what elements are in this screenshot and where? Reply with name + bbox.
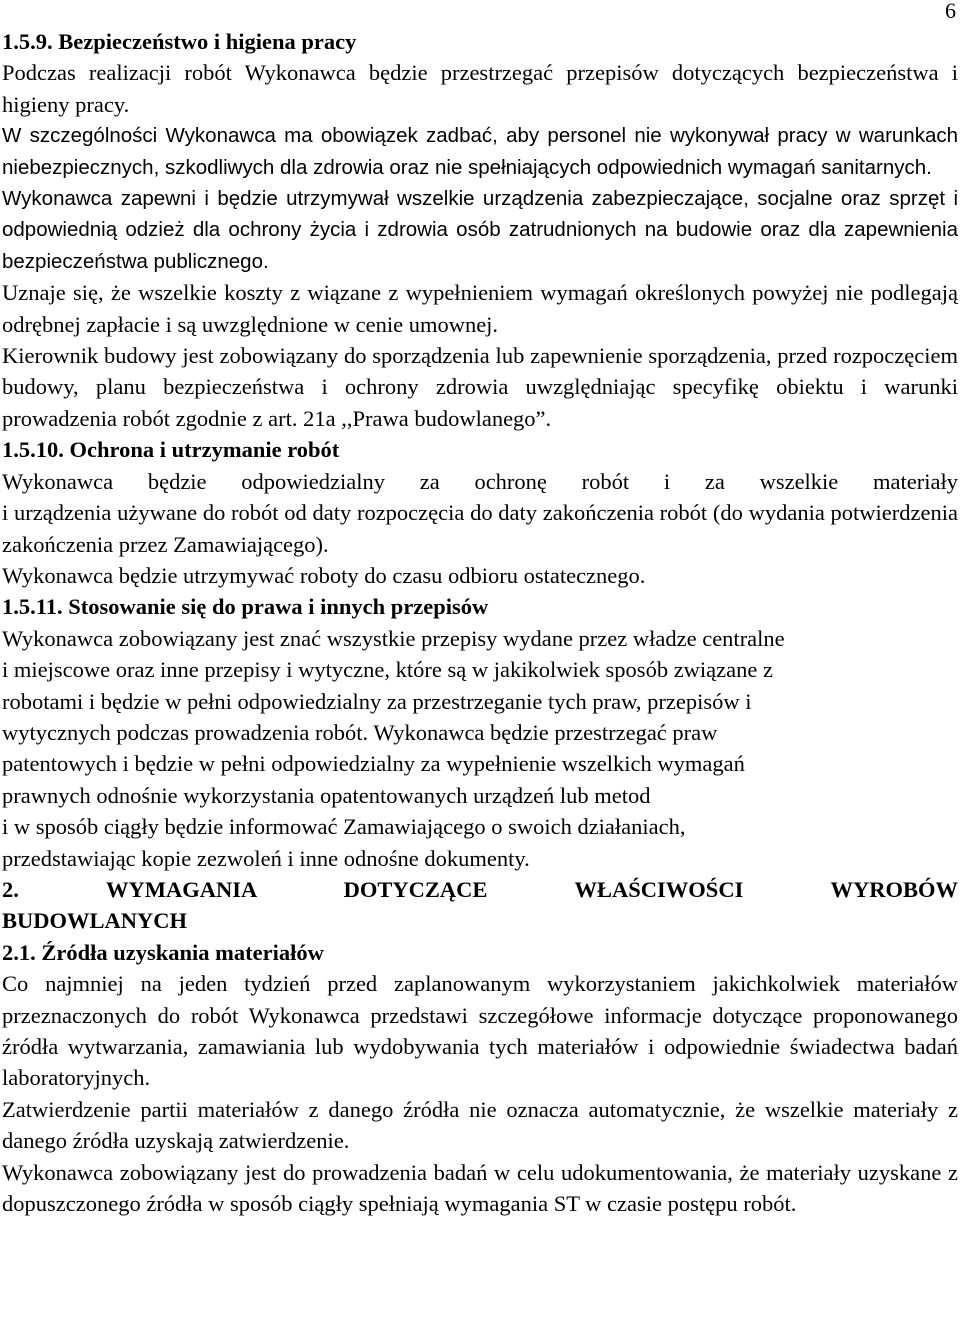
paragraph-bhp-plan: Kierownik budowy jest zobowiązany do sporządzenia lub zapewnienie sporządzenia, przed rozpoczęciem budowy, planu bezpieczeństwa i ochrony zdrowia uwzględniając specyfikę obiektu i warunki prowadzenia robót zgodnie z art. 21a ,,Prawa budowlanego”.: [2, 343, 958, 431]
page-number: 6: [945, 0, 956, 23]
paragraph-maintenance: Wykonawca będzie utrzymywać roboty do czasu odbioru ostatecznego.: [2, 562, 646, 588]
paragraph-testing: Wykonawca zobowiązany jest do prowadzenia badań w celu udokumentowania, że materiały uzyskane z dopuszczonego źródła w sposób ciągły spełniają wymagania ST w czasie postępu robót.: [2, 1159, 958, 1217]
paragraph-protection-line1: Wykonawca będzie odpowiedzialny za ochronę robót i za wszelkie materiały: [2, 468, 958, 494]
paragraph-law-compliance: [2, 623, 958, 874]
paragraph-material-sources: Co najmniej na jeden tydzień przed zaplanowanym wykorzystaniem jakichkolwiek materiałów przeznaczonych do robót Wykonawca przedstawi szczegółowe informacje dotyczące proponowanego źródła wytwarzania, zamawiania lub wydobywania tych materiałów i odpowiednie świadectwa badań laboratoryjnych.: [2, 971, 958, 1091]
section-heading-2-1: 2.1. Źródła uzyskania materiałów: [2, 939, 324, 965]
paragraph-bhp-costs: Uznaje się, że wszelkie koszty z wiązane z wypełnieniem wymagań określonych powyżej nie podlegają odrębnej zapłacie i są uwzględnione w cenie umownej.: [2, 280, 958, 337]
law-line: i w sposób ciągły będzie informować Zamawiającego o swoich działaniach,: [2, 814, 686, 840]
section-heading-1-5-11: 1.5.11. Stosowanie się do prawa i innych przepisów: [2, 594, 489, 620]
law-line: i miejscowe oraz inne przepisy i wytyczne, które są w jakikolwiek sposób związane z: [2, 657, 773, 683]
paragraph-bhp-intro: Podczas realizacji robót Wykonawca będzie przestrzegać przepisów dotyczących bezpieczeństwa i higieny pracy.: [2, 60, 958, 117]
paragraph-bhp-personnel: W szczególności Wykonawca ma obowiązek zadbać, aby personel nie wykonywał pracy w warunkach niebezpiecznych, szkodliwych dla zdrowia oraz nie spełniających odpowiednich wymagań sanitarnych.: [2, 124, 958, 179]
section-heading-2-line2: BUDOWLANYCH: [2, 908, 188, 934]
law-line: przedstawiając kopie zezwoleń i inne odnośne dokumenty.: [2, 845, 530, 871]
law-line: patentowych i będzie w pełni odpowiedzialny za wypełnienie wszelkich wymagań: [2, 751, 745, 777]
law-line: robotami i będzie w pełni odpowiedzialny za przestrzeganie tych praw, przepisów i: [2, 688, 752, 714]
document-body: [2, 26, 958, 1219]
paragraph-bhp-equipment: Wykonawca zapewni i będzie utrzymywał wszelkie urządzenia zabezpieczające, socjalne oraz sprzęt i odpowiednią odzież dla ochrony życia i zdrowia osób zatrudnionych na budowie oraz dla zapewnienia bezpieczeństwa publicznego.: [2, 187, 958, 273]
section-heading-1-5-9: 1.5.9. Bezpieczeństwo i higiena pracy: [2, 29, 357, 54]
law-line: wytycznych podczas prowadzenia robót. Wykonawca będzie przestrzegać praw: [2, 719, 718, 745]
paragraph-protection-rest: i urządzenia używane do robót od daty rozpoczęcia do daty zakończenia robót (do wydania potwierdzenia zakończenia przez Zamawiającego).: [2, 500, 958, 557]
paragraph-protection: [2, 466, 958, 560]
section-heading-2-line1: 2. WYMAGANIA DOTYCZĄCE WŁAŚCIWOŚCI WYROBÓW: [2, 876, 958, 902]
paragraph-batch-approval: Zatwierdzenie partii materiałów z danego źródła nie oznacza automatycznie, że wszelkie materiały z danego źródła uzyskają zatwierdzenie.: [2, 1096, 958, 1154]
law-line: Wykonawca zobowiązany jest znać wszystkie przepisy wydane przez władze centralne: [2, 625, 785, 651]
section-heading-1-5-10: 1.5.10. Ochrona i utrzymanie robót: [2, 437, 340, 463]
law-line: prawnych odnośnie wykorzystania opatentowanych urządzeń lub metod: [2, 782, 651, 808]
